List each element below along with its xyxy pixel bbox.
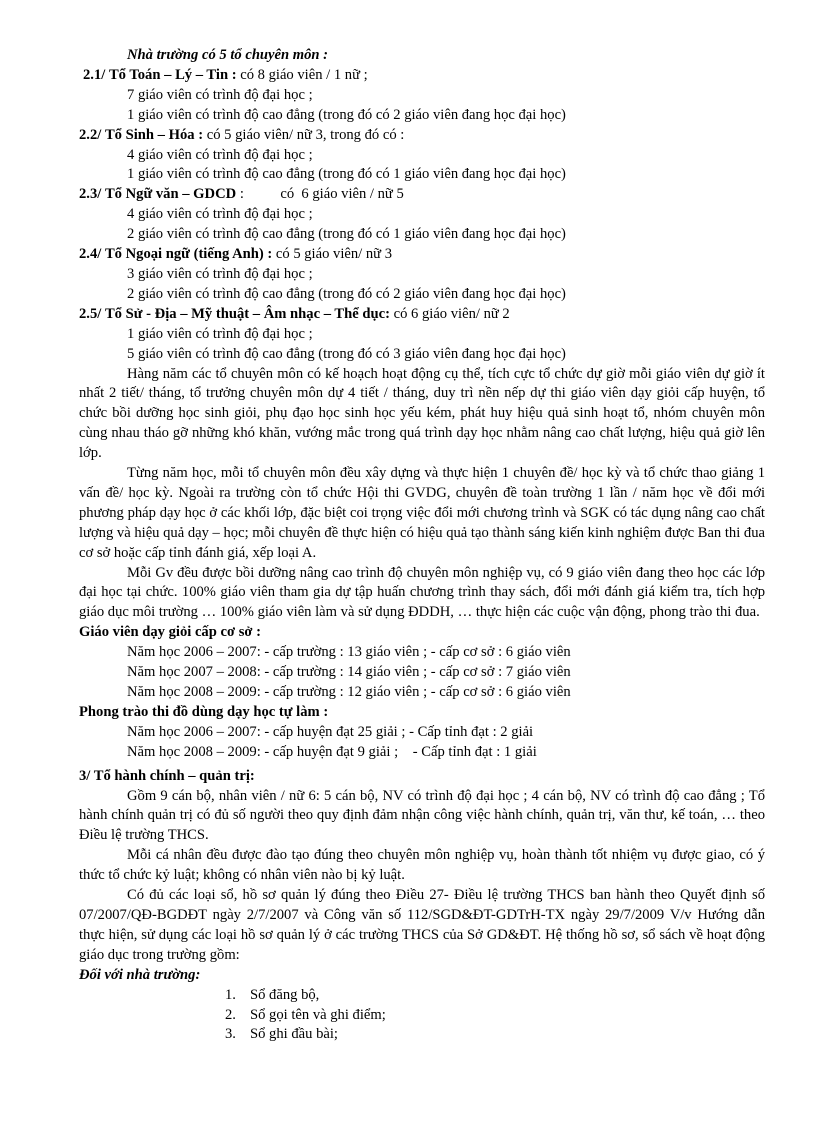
group-name: Tổ Sử - Địa – Mỹ thuật – Âm nhạc – Thể dục:: [104, 305, 390, 322]
list-item: [225, 986, 765, 1006]
list-number: 3.: [225, 1026, 236, 1043]
group-info: có 5 giáo viên/ nữ 3: [275, 246, 393, 263]
list-item: [225, 1006, 765, 1026]
group-info: có 5 giáo viên/ nữ 3, trong đó có :: [206, 126, 405, 143]
intro-heading: Nhà trường có 5 tổ chuyên môn :: [127, 47, 329, 63]
gvdg-line: Năm học 2007 – 2008: - cấp trường : 14 giáo viên ; - cấp cơ sở : 7 giáo viên: [127, 664, 571, 681]
group-heading: [79, 305, 765, 325]
gvdg-line: Năm học 2008 – 2009: - cấp trường : 12 giáo viên ; - cấp cơ sở : 6 giáo viên: [127, 684, 571, 700]
gvdg-heading: Giáo viên dạy giỏi cấp cơ sở :: [79, 624, 261, 641]
group-heading: [79, 126, 765, 146]
school-heading: Đối với nhà trường:: [79, 966, 201, 983]
paragraph-admin-staff: Gồm 9 cán bộ, nhân viên / nữ 6: 5 cán bộ, NV có trình độ đại học ; 4 cán bộ, NV có trình độ cao đẳng ; Tổ hành chính quản trị có đủ số người theo quy định đảm nhận công việc hành chính, quản trị, văn thư, kế toán, … theo Điều lệ trường THCS.: [79, 787, 765, 844]
record-list: [79, 986, 765, 1046]
paragraph-topics: Từng năm học, mỗi tổ chuyên môn đều xây dựng và thực hiện 1 chuyên đề/ học kỳ và tổ chức thao giảng 1 vấn đề/ học kỳ. Ngoài ra trường còn tổ chức Hội thi GVDG, chuyên đề toàn trường 1 lần / năm học về đổi mới phương pháp dạy học ở các khối lớp, đặc biệt coi trọng việc đổi mới chương trình và SGK có tác dụng nâng cao chất lượng và hiệu quả dạy – học; mỗi chuyên đề thực hiện có hiệu quả tạo thành sáng kiến kinh nghiệm được Ban thi đua cơ sở hoặc cấp tỉnh đánh giá, xếp loại A.: [79, 465, 765, 561]
group-name: Tổ Ngữ văn – GDCD: [104, 186, 237, 203]
admin-heading: 3/ Tổ hành chính – quản trị:: [79, 767, 255, 784]
group-name: Tổ Ngoại ngữ (tiếng Anh) :: [104, 246, 273, 263]
ddhh-heading: Phong trào thi đồ dùng dạy học tự làm :: [79, 703, 329, 720]
group-heading: [79, 185, 765, 205]
group-line: 4 giáo viên có trình độ đại học ;: [127, 146, 313, 163]
group-code: 2.2/: [79, 126, 102, 143]
paragraph-admin-duty: Mỗi cá nhân đều được đào tạo đúng theo chuyên môn nghiệp vụ, hoàn thành tốt nhiệm vụ được giao, có ý thức tổ chức kỷ luật; không có nhân viên nào bị kỷ luật.: [79, 847, 765, 884]
list-number: 2.: [225, 1006, 236, 1023]
list-number: 1.: [225, 986, 236, 1003]
group-line: 5 giáo viên có trình độ cao đẳng (trong đó có 3 giáo viên đang học đại học): [127, 345, 566, 362]
group-code: 2.4/: [79, 246, 102, 263]
gvdg-line: Năm học 2006 – 2007: - cấp trường : 13 giáo viên ; - cấp cơ sở : 6 giáo viên: [127, 644, 571, 661]
group-line: 1 giáo viên có trình độ đại học ;: [127, 325, 313, 342]
ddhh-line: Năm học 2006 – 2007: - cấp huyện đạt 25 giải ; - Cấp tỉnh đạt : 2 giải: [127, 723, 534, 740]
group-code: 2.3/: [79, 186, 102, 203]
group-line: 2 giáo viên có trình độ cao đẳng (trong đó có 1 giáo viên đang học đại học): [127, 226, 566, 243]
group-line: 2 giáo viên có trình độ cao đẳng (trong đó có 2 giáo viên đang học đại học): [127, 285, 566, 302]
group-name: Tổ Sinh – Hóa :: [104, 126, 204, 143]
group-code: 2.5/: [79, 305, 102, 322]
group-code: 2.1/: [83, 66, 106, 83]
group-info: có 6 giáo viên/ nữ 2: [393, 305, 510, 322]
group-name: Tổ Toán – Lý – Tin :: [108, 66, 237, 83]
ddhh-line: Năm học 2008 – 2009: - cấp huyện đạt 9 giải ; - Cấp tỉnh đạt : 1 giải: [127, 743, 537, 760]
group-heading: [79, 245, 765, 265]
group-line: 3 giáo viên có trình độ đại học ;: [127, 265, 313, 282]
list-text: Sổ gọi tên và ghi điểm;: [250, 1006, 386, 1023]
group-line: 1 giáo viên có trình độ cao đẳng (trong đó có 1 giáo viên đang học đại học): [127, 166, 566, 183]
group-line: 4 giáo viên có trình độ đại học ;: [127, 206, 313, 223]
group-line: 1 giáo viên có trình độ cao đẳng (trong đó có 2 giáo viên đang học đại học): [127, 106, 566, 123]
paragraph-training: Mỗi Gv đều được bồi dưỡng nâng cao trình độ chuyên môn nghiệp vụ, có 9 giáo viên đang theo học các lớp đại học tại chức. 100% giáo viên tham gia dự tập huấn chương trình thay sách, đổi mới đánh giá kiểm tra, tích hợp giáo dục môi trường … 100% giáo viên làm và sử dụng ĐDDH, … thực hiện các cuộc vận động, phong trào thi đua.: [79, 564, 765, 621]
group-line: 7 giáo viên có trình độ đại học ;: [127, 86, 313, 103]
document-page: [79, 46, 765, 1045]
list-text: Sổ đăng bộ,: [250, 986, 320, 1003]
paragraph-activities: Hàng năm các tổ chuyên môn có kế hoạch hoạt động cụ thể, tích cực tổ chức dự giờ mỗi giáo viên dự giờ ít nhất 2 tiết/ tháng, tổ trưởng chuyên môn dự 4 tiết / tháng, duy trì nền nếp dự thi giáo viên dạy giỏi cấp huyện, tổ chức bồi dưỡng học sinh giỏi, phụ đạo học sinh học yếu kém, phát huy hiệu quả sinh hoạt tổ, nhóm chuyên môn cùng nhau tháo gỡ những khó khăn, vướng mắc trong quá trình dạy học nhằm nâng cao chất lượng, hiệu quả giờ lên lớp.: [79, 365, 765, 462]
group-info: có 8 giáo viên / 1 nữ ;: [240, 66, 368, 83]
group-info: : có 6 giáo viên / nữ 5: [239, 186, 404, 203]
group-heading: [79, 66, 765, 86]
list-item: [225, 1025, 765, 1045]
paragraph-admin-records: Có đủ các loại sổ, hồ sơ quản lý đúng theo Điều 27- Điều lệ trường THCS ban hành theo Quyết định số 07/2007/QĐ-BGDĐT ngày 2/7/2007 và Công văn số 112/SGD&ĐT-GDTrH-TX ngày 29/7/2009 V/v Hướng dẫn thực hiện, sử dụng các loại hồ sơ quản lý ở các trường THCS của Sở GD&ĐT. Hệ thống hồ sơ, sổ sách về hoạt động giáo dục trong trường gồm:: [79, 887, 765, 963]
list-text: Sổ ghi đầu bài;: [250, 1026, 338, 1043]
